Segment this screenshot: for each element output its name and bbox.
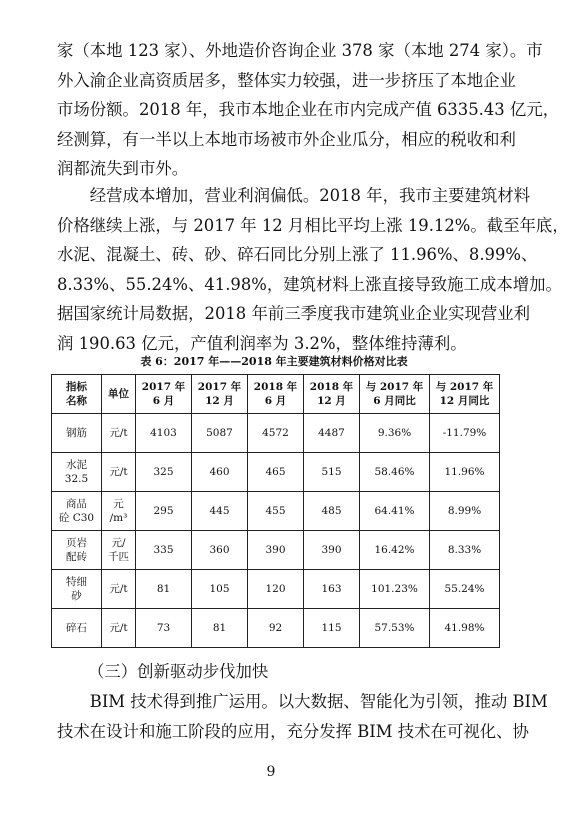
price-cell: 81 — [136, 570, 192, 609]
table-row — [52, 531, 500, 570]
price-cell: 390 — [304, 531, 360, 570]
change-cell: 9.36% — [360, 414, 430, 453]
price-cell: 4572 — [248, 414, 304, 453]
material-name: 商品 砼 C30 — [52, 492, 102, 531]
material-unit: 元 /m³ — [102, 492, 136, 531]
material-name: 特细 砂 — [52, 570, 102, 609]
text-line: 经营成本增加，营业利润偏低。2018 年，我市主要建筑材料 — [57, 186, 531, 205]
table-caption: 表 6：2017 年——2018 年主要建筑材料价格对比表 — [140, 355, 408, 368]
price-cell: 445 — [192, 492, 248, 531]
price-cell: 485 — [304, 492, 360, 531]
price-cell: 5087 — [192, 414, 248, 453]
header-yoy-dec: 与 2017 年 12 月同比 — [430, 375, 500, 414]
text-line: BIM 技术得到推广运用。以大数据、智能化为引领，推动 BIM — [57, 692, 548, 711]
material-name: 钢筋 — [52, 414, 102, 453]
header-unit: 单位 — [102, 375, 136, 414]
change-cell: 57.53% — [360, 609, 430, 648]
text-line: 经测算，有一半以上本地市场被市外企业瓜分，相应的税收和利 — [57, 129, 516, 149]
price-cell: 73 — [136, 609, 192, 648]
change-cell: 64.41% — [360, 492, 430, 531]
price-cell: 92 — [248, 609, 304, 648]
header-name: 指标 名称 — [52, 375, 102, 414]
table-row — [52, 570, 500, 609]
text-line: 外入渝企业高资质居多，整体实力较强，进一步挤压了本地企业 — [57, 70, 516, 90]
material-unit: 元/t — [102, 453, 136, 492]
price-cell: 460 — [192, 453, 248, 492]
table-row — [52, 414, 500, 453]
price-cell: 105 — [192, 570, 248, 609]
change-cell: 101.23% — [360, 570, 430, 609]
change-cell: 11.96% — [430, 453, 500, 492]
text-line: 技术在设计和施工阶段的应用，充分发挥 BIM 技术在可视化、协 — [57, 721, 529, 741]
page-number: 9 — [266, 764, 276, 780]
price-cell: 465 — [248, 453, 304, 492]
paragraph-market-share — [57, 36, 560, 184]
table-header-row — [52, 375, 500, 414]
material-unit: 元/ 千匹 — [102, 531, 136, 570]
price-cell: 120 — [248, 570, 304, 609]
table-row — [52, 492, 500, 531]
change-cell: -11.79% — [430, 414, 500, 453]
change-cell: 58.46% — [360, 453, 430, 492]
section-heading: （三）创新驱动步伐加快 — [88, 662, 269, 681]
change-cell: 41.98% — [430, 609, 500, 648]
table-row — [52, 609, 500, 648]
price-cell: 335 — [136, 531, 192, 570]
text-line: 家（本地 123 家）、外地造价咨询企业 378 家（本地 274 家）。市 — [57, 41, 543, 60]
price-cell: 4103 — [136, 414, 192, 453]
price-cell: 360 — [192, 531, 248, 570]
material-name: 碎石 — [52, 609, 102, 648]
material-unit: 元/t — [102, 414, 136, 453]
material-name: 水泥 32.5 — [52, 453, 102, 492]
material-price-table — [51, 374, 500, 648]
header-2017-dec: 2017 年 12 月 — [192, 375, 248, 414]
text-line: 价格继续上涨，与 2017 年 12 月相比平均上涨 19.12%。截至年底， — [57, 215, 569, 235]
change-cell: 8.33% — [430, 531, 500, 570]
price-cell: 163 — [304, 570, 360, 609]
change-cell: 8.99% — [430, 492, 500, 531]
change-cell: 55.24% — [430, 570, 500, 609]
text-line: 润都流失到市外。 — [57, 159, 189, 179]
price-cell: 295 — [136, 492, 192, 531]
paragraph-bim — [57, 687, 548, 746]
text-line: 水泥、混凝土、砖、砂、碎石同比分别上涨了 11.96%、8.99%、 — [57, 245, 538, 265]
table-row — [52, 453, 500, 492]
price-cell: 115 — [304, 609, 360, 648]
price-cell: 4487 — [304, 414, 360, 453]
material-unit: 元/t — [102, 570, 136, 609]
paragraph-operating-cost — [57, 181, 569, 359]
text-line: 8.33%、55.24%、41.98%，建筑材料上涨直接导致施工成本增加。 — [57, 274, 562, 294]
material-name: 页岩 配砖 — [52, 531, 102, 570]
material-unit: 元/t — [102, 609, 136, 648]
price-cell: 515 — [304, 453, 360, 492]
price-cell: 455 — [248, 492, 304, 531]
header-2017-jun: 2017 年 6 月 — [136, 375, 192, 414]
price-cell: 81 — [192, 609, 248, 648]
header-2018-dec: 2018 年 12 月 — [304, 375, 360, 414]
text-line: 市场份额。2018 年，我市本地企业在市内完成产值 6335.43 亿元， — [57, 100, 560, 120]
text-line: 据国家统计局数据，2018 年前三季度我市建筑业企业实现营业利 — [57, 304, 531, 324]
header-2018-jun: 2018 年 6 月 — [248, 375, 304, 414]
price-cell: 390 — [248, 531, 304, 570]
header-yoy-jun: 与 2017 年 6 月同比 — [360, 375, 430, 414]
price-cell: 325 — [136, 453, 192, 492]
text-line: 润 190.63 亿元，产值利润率为 3.2%，整体维持薄利。 — [57, 333, 467, 353]
change-cell: 16.42% — [360, 531, 430, 570]
